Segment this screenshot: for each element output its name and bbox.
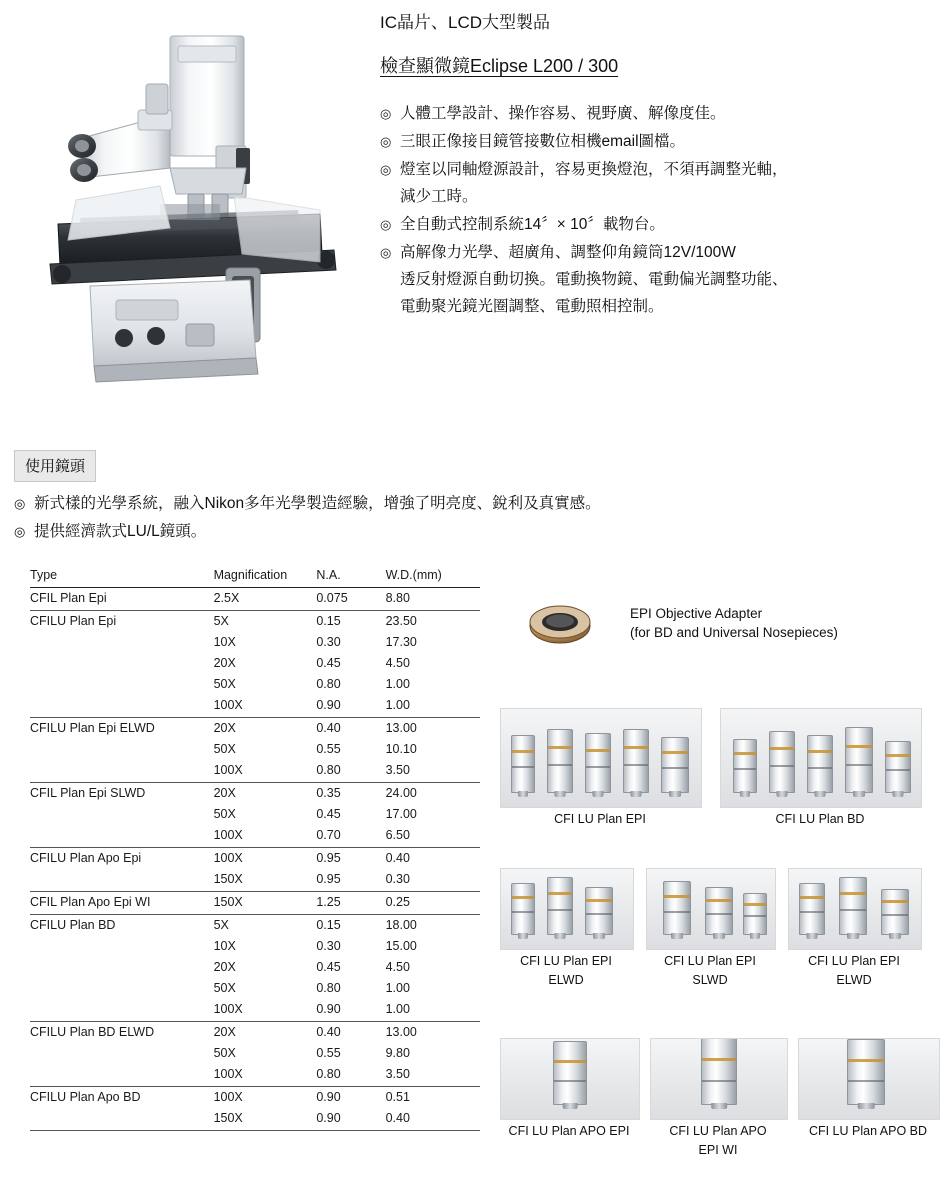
feature-bullet [380,128,940,155]
photo-cfi-lu-plan-apo-epi-wi [650,1038,788,1120]
na-cell: 1.25 [316,892,385,915]
wd-cell: 3.50 [386,1064,480,1087]
wd-cell: 3.50 [386,760,480,783]
objective-lens [585,733,611,793]
wd-cell: 0.25 [386,892,480,915]
photo-cell [646,868,774,988]
wd-cell: 0.40 [385,851,410,865]
magnification-cell: 20X [213,1025,236,1039]
magnification-cell: 100X [214,1064,317,1087]
na-cell: 0.80 [316,1064,385,1087]
magnification-cell: 100X [214,999,317,1022]
feature-bullet [380,100,940,127]
objective-type-cell: CFIL Plan Epi SLWD [30,786,146,800]
na-cell: 0.95 [316,851,341,865]
objective-type-cell: CFILU Plan Apo Epi [30,851,142,865]
na-cell: 0.30 [316,635,341,649]
column-header-magnification: Magnification [214,565,317,588]
magnification-cell: 10X [213,635,236,649]
lens-note [14,490,914,518]
photo-caption-line2: ELWD [548,973,584,987]
objective-type-cell [30,936,214,957]
magnification-cell: 150X [214,869,317,892]
photo-caption-line2: SLWD [692,973,728,987]
na-cell: 0.90 [316,999,385,1022]
page-header [0,0,951,400]
wd-cell: 1.00 [386,695,480,718]
bullet-marker-icon: ◎ [14,524,26,539]
magnification-cell: 100X [214,825,317,848]
feature-bullet [380,156,940,210]
product-model-title: 檢查顯微鏡Eclipse L200 / 300 [380,56,619,76]
objective-lens [701,1038,737,1105]
table-row [30,1064,480,1087]
na-cell: 0.95 [316,869,385,892]
epi-adapter-photo [520,600,600,648]
wd-cell: 1.00 [385,677,410,691]
objective-type-cell [30,739,214,760]
photo-cell [500,1038,638,1139]
objective-lens [553,1041,587,1105]
na-cell: 0.80 [316,981,341,995]
na-cell: 0.80 [316,677,341,691]
table-row [30,869,480,892]
na-cell: 0.90 [316,1108,385,1131]
na-cell: 0.075 [316,588,385,611]
magnification-cell: 20X [213,721,236,735]
objective-type-cell [30,1043,214,1064]
objective-lens [511,735,535,793]
wd-cell: 13.00 [385,721,417,735]
objective-lens-row [799,1038,939,1113]
epi-adapter-caption [630,604,838,642]
table-row [30,783,480,805]
photo-caption: CFI LU Plan EPI [554,812,646,826]
photo-cell [650,1038,786,1158]
magnification-cell: 150X [214,1108,317,1131]
objective-type-cell [30,978,214,999]
objective-lens [547,729,573,793]
objective-lens [799,883,825,935]
na-cell: 0.45 [316,807,341,821]
wd-cell: 0.40 [386,1108,480,1131]
photo-cfi-lu-plan-apo-bd [798,1038,940,1120]
objective-lens-row [501,868,633,943]
objective-type-cell: CFILU Plan Epi ELWD [30,721,155,735]
objective-lens [547,877,573,935]
feature-bullet-text-cont2: 電動聚光鏡光圈調整、電動照相控制。 [400,298,664,315]
table-row [30,848,480,870]
header-text-block [380,8,940,321]
photo-caption: CFI LU Plan EPI [520,954,612,968]
table-row [30,760,480,783]
magnification-cell: 20X [213,786,236,800]
feature-bullet [380,211,940,238]
table-row [30,588,480,611]
bullet-marker-icon: ◎ [380,162,392,177]
microscope-photo [20,18,365,383]
column-header-type: Type [30,565,214,588]
objective-type-cell [30,957,214,978]
objective-spec-table [30,565,480,1131]
feature-bullet-list [380,100,940,320]
objective-lens [511,883,535,935]
feature-bullet-text-cont: 透反射燈源自動切換。電動換物鏡、電動偏光調整功能、 [400,271,788,288]
objective-lens [743,893,767,935]
magnification-cell: 50X [213,1046,236,1060]
photo-cfi-lu-plan-apo-epi [500,1038,640,1120]
magnification-cell: 100X [213,1090,243,1104]
magnification-cell: 5X [213,614,229,628]
objective-type-cell [30,674,214,695]
objective-type-cell: CFIL Plan Apo Epi WI [30,892,214,915]
objective-lens [845,727,873,793]
wd-cell: 18.00 [385,918,417,932]
magnification-cell: 100X [214,695,317,718]
feature-bullet-text: 燈室以同軸燈源設計，容易更換燈泡，不須再調整光軸， [400,161,788,178]
table-row [30,1108,480,1131]
photo-cell [500,708,700,827]
magnification-cell: 150X [214,892,317,915]
table-row [30,718,480,740]
column-header-na: N.A. [316,565,385,588]
wd-cell: 17.00 [385,807,417,821]
objective-lens [885,741,911,793]
wd-cell: 1.00 [386,999,480,1022]
magnification-cell: 20X [213,656,236,670]
table-row [30,957,480,978]
lens-section-label: 使用鏡頭 [14,450,96,482]
magnification-cell: 50X [213,677,236,691]
objective-lens-row [789,868,921,943]
na-cell: 0.40 [316,721,341,735]
column-header-wd: W.D.(mm) [386,565,480,588]
adapter-ring-illustration [520,600,600,648]
wd-cell: 4.50 [385,656,410,670]
objective-lens [585,887,613,935]
na-cell: 0.30 [316,939,341,953]
wd-cell: 1.00 [385,981,410,995]
objective-type-cell [30,632,214,653]
objective-lens [847,1039,885,1105]
na-cell: 0.40 [316,1025,341,1039]
table-row [30,1087,480,1109]
magnification-cell: 2.5X [214,588,317,611]
lens-note [14,518,914,546]
na-cell: 0.45 [316,656,341,670]
photo-cell [720,708,920,827]
epi-adapter-caption-line2: (for BD and Universal Nosepieces) [630,625,838,640]
feature-bullet-text: 全自動式控制系統14〞× 10〞載物台。 [400,216,665,233]
objective-type-cell: CFILU Plan Epi [30,614,117,628]
photo-caption: CFI LU Plan BD [775,812,865,826]
magnification-cell: 20X [213,960,236,974]
wd-cell: 0.51 [385,1090,410,1104]
photo-caption: CFI LU Plan APO EPI [508,1124,630,1138]
objective-lens [663,881,691,935]
photo-caption: CFI LU Plan APO BD [808,1124,928,1138]
table-row [30,1043,480,1064]
objective-type-cell: CFIL Plan Epi [30,588,214,611]
bullet-marker-icon: ◎ [14,496,26,511]
objective-lens-row [501,1038,639,1113]
objective-lens [839,877,867,935]
na-cell: 0.80 [316,760,385,783]
na-cell: 0.35 [316,786,341,800]
objective-type-cell [30,869,214,892]
table-body [30,588,480,1131]
magnification-cell: 50X [213,981,236,995]
na-cell: 0.15 [316,918,341,932]
table-row [30,804,480,825]
objective-type-cell [30,825,214,848]
objective-type-cell [30,999,214,1022]
objective-lens-row [651,1038,787,1113]
feature-bullet [380,239,940,320]
feature-bullet-text: 人體工學設計、操作容易、視野廣、解像度佳。 [400,105,726,122]
table-row [30,632,480,653]
lens-note-text: 新式樣的光學系統，融入Nikon多年光學製造經驗，增強了明亮度、銳利及真實感。 [34,495,601,512]
bullet-marker-icon: ◎ [380,217,392,232]
objective-lens-row [721,708,921,801]
bullet-marker-icon: ◎ [380,134,392,149]
photo-cfi-lu-plan-epi [500,708,702,808]
objective-type-cell [30,1064,214,1087]
epi-adapter-caption-line1: EPI Objective Adapter [630,606,763,621]
objective-type-cell [30,695,214,718]
objective-lens [705,887,733,935]
wd-cell: 17.30 [385,635,417,649]
na-cell: 0.90 [316,695,385,718]
table-row [30,739,480,760]
na-cell: 0.70 [316,825,385,848]
wd-cell: 6.50 [386,825,480,848]
objective-type-cell: CFILU Plan BD ELWD [30,1025,155,1039]
wd-cell: 4.50 [385,960,410,974]
photo-cfi-lu-plan-epi-elwd [500,868,634,950]
table-row [30,825,480,848]
wd-cell: 0.30 [386,869,480,892]
objective-type-cell [30,1108,214,1131]
wd-cell: 10.10 [385,742,417,756]
table-row [30,695,480,718]
photo-caption: CFI LU Plan EPI [664,954,756,968]
objective-lens-row [501,708,701,801]
feature-bullet-text-cont: 減少工時。 [400,188,478,205]
feature-bullet-text: 高解像力光學、超廣角、調整仰角鏡筒12V/100W [400,244,736,261]
photo-cell [500,868,632,988]
bullet-marker-icon: ◎ [380,245,392,260]
wd-cell: 8.80 [386,588,480,611]
table-row [30,611,480,633]
lens-note-list [14,490,914,546]
table-row [30,1022,480,1044]
microscope-illustration [20,18,365,383]
objective-lens [661,737,689,793]
magnification-cell: 100X [214,760,317,783]
photo-caption-line2: ELWD [836,973,872,987]
wd-cell: 13.00 [385,1025,417,1039]
magnification-cell: 5X [213,918,229,932]
objective-lens [733,739,757,793]
objective-lens [807,735,833,793]
table-row [30,936,480,957]
na-cell: 0.15 [316,614,341,628]
na-cell: 0.90 [316,1090,341,1104]
na-cell: 0.55 [316,742,341,756]
table-row [30,653,480,674]
wd-cell: 23.50 [385,614,417,628]
objective-type-cell [30,804,214,825]
objective-lens [623,729,649,793]
lens-note-text: 提供經濟款式LU/L鏡頭。 [34,523,207,540]
table-row [30,892,480,915]
objective-lens [769,731,795,793]
objective-type-cell [30,760,214,783]
photo-cell [798,1038,938,1139]
photo-caption: CFI LU Plan EPI [808,954,900,968]
photo-cfi-lu-plan-bd [720,708,922,808]
magnification-cell: 100X [213,851,243,865]
na-cell: 0.45 [316,960,341,974]
bullet-marker-icon: ◎ [380,106,392,121]
wd-cell: 24.00 [385,786,417,800]
table-row [30,915,480,937]
magnification-cell: 50X [213,807,236,821]
photo-cfi-lu-plan-epi-slwd [646,868,776,950]
photo-caption: CFI LU Plan APO [669,1124,767,1138]
table-row [30,999,480,1022]
table-row [30,978,480,999]
objective-type-cell [30,653,214,674]
photo-caption-line2: EPI WI [698,1143,738,1157]
magnification-cell: 50X [213,742,236,756]
wd-cell: 15.00 [385,939,417,953]
magnification-cell: 10X [213,939,236,953]
objective-lens [881,889,909,935]
table-header-row [30,565,480,588]
objective-type-cell: CFILU Plan BD [30,918,116,932]
objective-type-cell: CFILU Plan Apo BD [30,1090,141,1104]
feature-bullet-text: 三眼正像接目鏡管接數位相機email圖檔。 [400,133,686,150]
photo-cell [788,868,920,988]
objective-lens-row [647,868,775,943]
na-cell: 0.55 [316,1046,341,1060]
wd-cell: 9.80 [385,1046,410,1060]
photo-cfi-lu-plan-epi-elwd-2 [788,868,922,950]
table-row [30,674,480,695]
product-category-title: IC晶片、LCD大型製品 [380,13,551,32]
